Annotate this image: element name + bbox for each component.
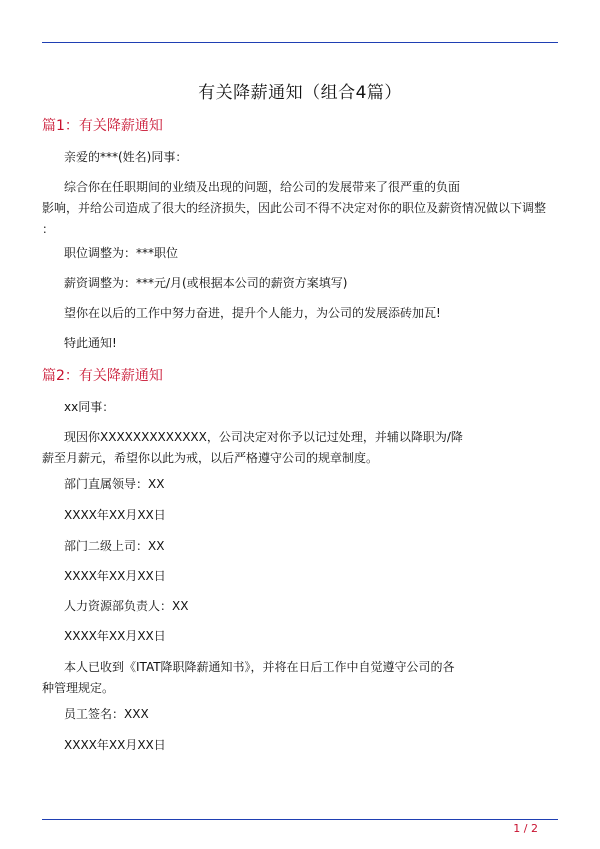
section2-hr-head: 人力资源部负责人：XX	[64, 599, 189, 613]
section2-body	[42, 427, 558, 469]
footer-rule	[42, 819, 558, 820]
section1-heading: 篇1：有关降薪通知	[42, 118, 163, 134]
section1-greeting: 亲爱的***(姓名)同事：	[64, 150, 188, 164]
section2-ack-line2: 种管理规定。	[42, 681, 115, 695]
section1-body	[42, 177, 558, 240]
section2-employee-signature: 员工签名：XXX	[64, 707, 149, 721]
page-number: 1 / 2	[513, 822, 538, 835]
section1-body-line2: 影响，并给公司造成了很大的经济损失，因此公司不得不决定对你的职位及薪资情况做以下调整	[42, 201, 547, 215]
section2-second-superior: 部门二级上司：XX	[64, 539, 165, 553]
section2-date1: XXXX年XX月XX日	[64, 508, 166, 522]
section2-date4: XXXX年XX月XX日	[64, 738, 166, 752]
header-rule	[42, 42, 558, 43]
section2-body-line1: 现因你XXXXXXXXXXXXX，公司决定对你予以记过处理，并辅以降职为/降	[64, 430, 463, 444]
section2-date2: XXXX年XX月XX日	[64, 569, 166, 583]
section2-body-line2: 薪至月薪元，希望你以此为戒，以后严格遵守公司的规章制度。	[42, 451, 379, 465]
section2-acknowledgement	[42, 657, 558, 699]
section2-date3: XXXX年XX月XX日	[64, 629, 166, 643]
document-title: 有关降薪通知（组合4篇）	[198, 83, 402, 103]
section2-heading: 篇2：有关降薪通知	[42, 368, 163, 384]
section1-body-line1: 综合你在任职期间的业绩及出现的问题，给公司的发展带来了很严重的负面	[64, 180, 461, 194]
section2-supervisor: 部门直属领导：XX	[64, 477, 165, 491]
section2-ack-line1: 本人已收到《ITAT降职降薪通知书》，并将在日后工作中自觉遵守公司的各	[64, 660, 455, 674]
section1-closing: 特此通知!	[64, 336, 117, 350]
section1-salary-adjust: 薪资调整为：***元/月(或根据本公司的薪资方案填写)	[64, 276, 348, 290]
section1-body-line3: ：	[42, 222, 55, 236]
section2-greeting: xx同事：	[64, 400, 115, 414]
section1-wish: 望你在以后的工作中努力奋进，提升个人能力，为公司的发展添砖加瓦!	[64, 306, 441, 320]
section1-position-adjust: 职位调整为：***职位	[64, 246, 179, 260]
